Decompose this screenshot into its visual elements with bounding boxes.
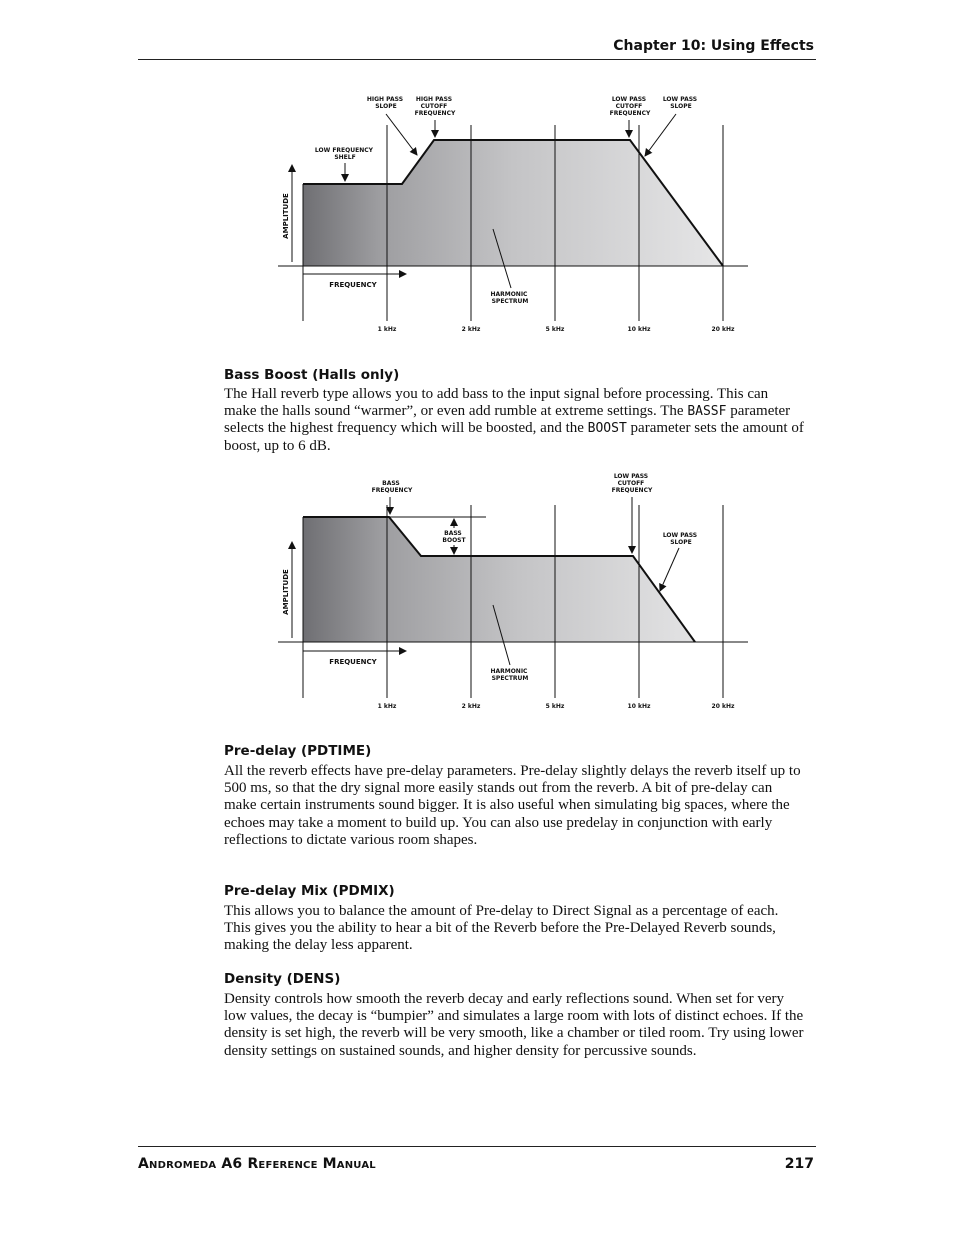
heading-bass-boost: Bass Boost (Halls only) <box>224 367 400 383</box>
fig1-tick-labels <box>378 326 735 333</box>
heading-predelay: Pre-delay (PDTIME) <box>224 743 372 759</box>
figure-1-filter-diagram <box>0 0 954 340</box>
fig1-label-hp-cutoff: HIGH PASS CUTOFF FREQUENCY <box>414 96 456 117</box>
paragraph-predelay: All the reverb effects have pre-delay parameters. Pre-delay slightly delays the reverb itself up to 500 ms, so that the dry signal more easily stands out from the reverb. A bit of pre-delay can make certain instruments sound bigger. It is also useful when simulating big spaces, where the echoes may take a moment to build up. You can also use predelay in conjunction with early reflections to dictate various room shapes. <box>224 763 801 848</box>
fig1-hp-slope-arrow <box>386 114 417 155</box>
fig1-tick-2khz: 2 kHz <box>461 326 481 333</box>
fig2-tick-10khz: 10 kHz <box>627 703 651 710</box>
fig2-label-frequency: FREQUENCY <box>329 658 377 666</box>
fig2-spectrum-fill <box>303 517 695 642</box>
param-boost: BOOST <box>587 421 627 437</box>
figure-2-bass-boost-diagram <box>0 460 954 720</box>
fig2-label-lp-slope: LOW PASS SLOPE <box>662 532 698 546</box>
paragraph-bass-boost: The Hall reverb type allows you to add bass to the input signal before processing. This can make the halls sound “warmer”, or even add rumble at extreme settings. The BASSF parameter selects the highest frequency which will be boosted, and the BOOST parameter sets the amount of boost, up to 6 dB. <box>224 386 804 454</box>
manual-title: Andromeda A6 Reference Manual <box>138 1156 376 1172</box>
param-bassf: BASSF <box>687 404 727 420</box>
footer-rule <box>138 1146 816 1147</box>
fig2-label-amplitude: AMPLITUDE <box>282 569 290 615</box>
fig1-label-amplitude: AMPLITUDE <box>282 193 290 239</box>
fig2-tick-2khz: 2 kHz <box>461 703 481 710</box>
fig1-label-shelf: LOW FREQUENCY SHELF <box>314 147 373 161</box>
fig1-label-lp-slope: LOW PASS SLOPE <box>662 96 698 110</box>
fig2-label-bass-frequency: BASS FREQUENCY <box>371 480 413 494</box>
fig2-tick-20khz: 20 kHz <box>711 703 735 710</box>
fig2-tick-labels <box>378 703 735 710</box>
fig2-label-lp-cutoff: LOW PASS CUTOFF FREQUENCY <box>611 473 653 494</box>
fig2-tick-5khz: 5 kHz <box>545 703 565 710</box>
fig1-tick-20khz: 20 kHz <box>711 326 735 333</box>
fig1-lp-slope-arrow <box>645 114 676 156</box>
page-number: 217 <box>784 1156 814 1172</box>
chapter-title: Chapter 10: Using Effects <box>613 38 814 54</box>
paragraph-density: Density controls how smooth the reverb decay and early reflections sound. When set for very low values, the decay is “bumpier” and simulates a large room with lots of distinct echoes. If the density is set high, the reverb will be very smooth, like a chamber or tiled room. Try using lower density settings on sustained sounds, and higher density for percussive sounds. <box>224 991 804 1059</box>
fig1-tick-1khz: 1 kHz <box>377 326 397 333</box>
fig2-tick-1khz: 1 kHz <box>377 703 397 710</box>
fig2-lp-slope-arrow <box>660 548 679 591</box>
fig1-label-harmonic: HARMONIC SPECTRUM <box>490 291 529 305</box>
fig1-tick-5khz: 5 kHz <box>545 326 565 333</box>
heading-density: Density (DENS) <box>224 971 341 987</box>
fig1-spectrum-fill <box>303 140 723 266</box>
fig1-tick-10khz: 10 kHz <box>627 326 651 333</box>
fig1-label-hp-slope: HIGH PASS SLOPE <box>366 96 404 110</box>
fig1-label-lp-cutoff: LOW PASS CUTOFF FREQUENCY <box>609 96 651 117</box>
paragraph-predelay-mix: This allows you to balance the amount of Pre-delay to Direct Signal as a percentage of each. This gives you the ability to hear a bit of the Reverb before the Pre-Delayed Reverb sounds, making the delay less apparent. <box>224 903 779 954</box>
fig2-label-harmonic: HARMONIC SPECTRUM <box>490 668 529 682</box>
fig1-label-frequency: FREQUENCY <box>329 281 377 289</box>
heading-predelay-mix: Pre-delay Mix (PDMIX) <box>224 883 395 899</box>
fig2-label-bass-boost: BASS BOOST <box>442 530 466 544</box>
